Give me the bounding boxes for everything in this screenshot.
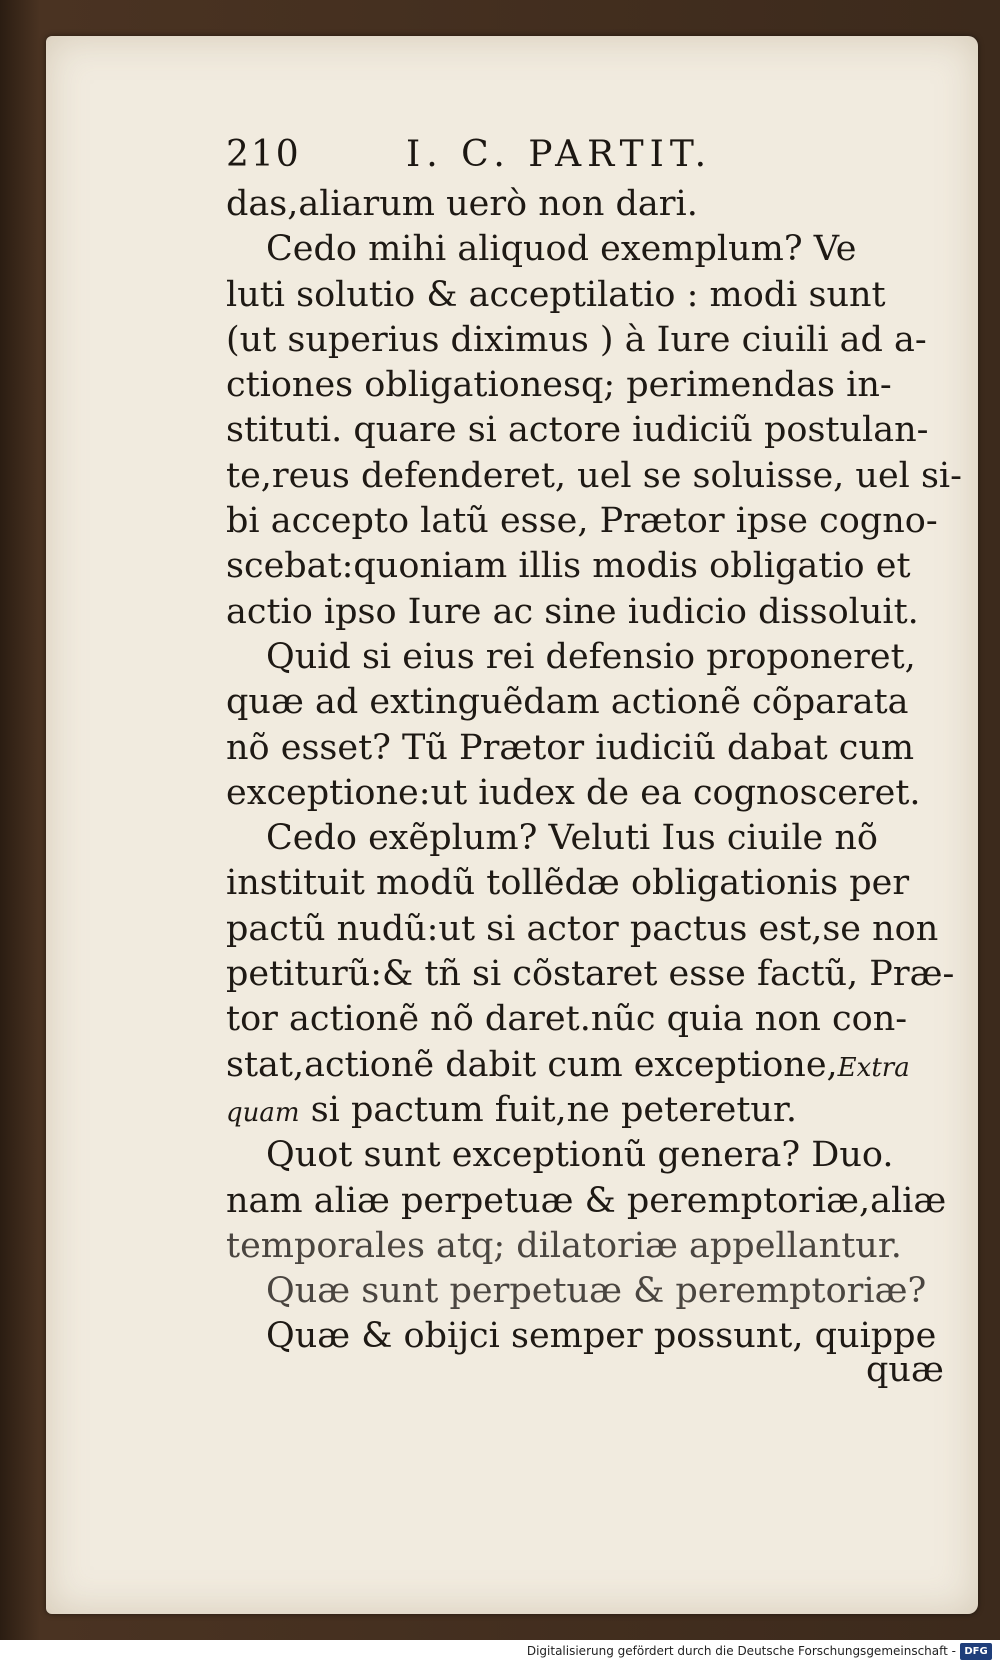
running-title: I. C. PARTIT. <box>406 134 713 175</box>
italic-word: Extra <box>837 1052 910 1083</box>
text-line: instituit modũ tollẽdæ obligationis per <box>226 863 910 904</box>
text-line: das,aliarum uerò non dari. <box>226 184 698 224</box>
text-line: nam aliæ perpetuæ & peremptoriæ,aliæ <box>226 1180 947 1221</box>
text-line: Cedo exẽplum? Veluti Ius ciuile nõ <box>266 818 879 859</box>
text-line: Quot sunt exceptionũ genera? Duo. <box>266 1135 894 1176</box>
text-line: Cedo mihi aliquod exemplum? Ve <box>266 229 857 270</box>
text-line: stat,actionẽ dabit cum exceptione,Extra <box>226 1044 910 1085</box>
text-line: tor actionẽ nõ daret.nũc quia non con- <box>226 999 908 1040</box>
page-number: 210 <box>226 134 301 175</box>
text-line: stituti. quare si actore iudiciũ postulan- <box>226 410 929 451</box>
text-line: te,reus defenderet, uel se soluisse, uel si- <box>226 455 962 496</box>
text-line: Quæ & obijci semper possunt, quippe <box>266 1316 937 1357</box>
text-line: nõ esset? Tũ Prætor iudiciũ dabat cum <box>226 727 915 768</box>
text-line: luti solutio & acceptilatio : modi sunt <box>226 274 886 315</box>
footer-bar <box>0 1640 1000 1664</box>
text-line: Quid si eius rei defensio proponeret, <box>266 636 916 677</box>
text-line: bi accepto latũ esse, Prætor ipse cogno- <box>226 501 938 542</box>
text-line: temporales atq; dilatoriæ appellantur. <box>226 1225 902 1266</box>
italic-word: quam <box>226 1097 300 1128</box>
text-line: scebat:quoniam illis modis obligatio et <box>226 546 911 587</box>
text-line: (ut superius diximus ) à Iure ciuili ad a- <box>226 319 927 360</box>
page-header <box>226 134 746 184</box>
text-line: ctiones obligationesq; perimendas in- <box>226 365 892 406</box>
text-line: actio ipso Iure ac sine iudicio dissoluit. <box>226 591 919 632</box>
text-line: Quæ sunt perpetuæ & peremptoriæ? <box>266 1271 927 1312</box>
funding-credit: Digitalisierung gefördert durch die Deutsche Forschungsgemeinschaft - <box>526 1644 956 1658</box>
body-text <box>226 182 962 1360</box>
text-line: petiturũ:& tñ si cõstaret esse factũ, Præ- <box>226 954 955 995</box>
text-line: pactũ nudũ:ut si actor pactus est,se non <box>226 908 939 949</box>
catchword: quæ <box>866 1350 944 1390</box>
text-line: quam si pactum fuit,ne peteretur. <box>226 1089 797 1130</box>
text-line: quæ ad extinguẽdam actionẽ cõparata <box>226 682 909 723</box>
dfg-logo-icon: DFG <box>960 1643 992 1660</box>
text-line: exceptione:ut iudex de ea cognosceret. <box>226 772 921 813</box>
